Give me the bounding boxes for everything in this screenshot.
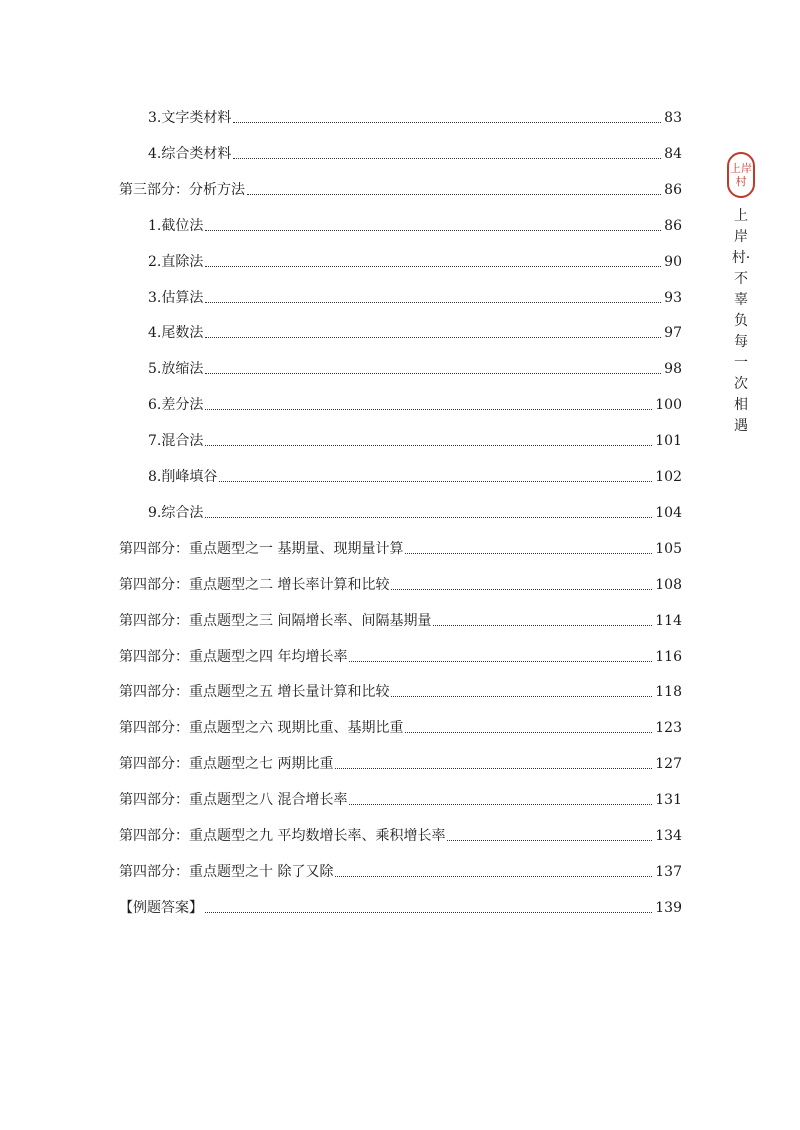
toc-entry[interactable] <box>148 140 682 164</box>
toc-entry-page-number: 93 <box>664 290 682 306</box>
toc-dot-leader <box>349 661 652 662</box>
toc-entry[interactable] <box>119 894 682 918</box>
toc-entry-label: 9.综合法 <box>148 505 204 521</box>
toc-entry-label: 【例题答案】 <box>119 900 203 916</box>
toc-entry-page-number: 104 <box>655 505 682 521</box>
toc-entry-label: 第四部分：重点题型之二 增长率计算和比较 <box>119 577 390 593</box>
toc-entry[interactable] <box>148 284 682 308</box>
toc-entry-label: 4.综合类材料 <box>148 146 232 162</box>
toc-entry-label: 第四部分：重点题型之九 平均数增长率、乘积增长率 <box>119 828 446 844</box>
toc-entry-page-number: 131 <box>655 792 682 808</box>
toc-dot-leader <box>205 409 652 410</box>
toc-dot-leader <box>447 840 652 841</box>
toc-entry-page-number: 118 <box>655 684 682 700</box>
toc-entry[interactable] <box>119 643 682 667</box>
toc-entry-page-number: 102 <box>655 469 682 485</box>
toc-entry-label: 第四部分：重点题型之六 现期比重、基期比重 <box>119 720 404 736</box>
seal-stamp-logo <box>727 152 755 198</box>
toc-entry[interactable] <box>148 212 682 236</box>
toc-entry[interactable] <box>119 571 682 595</box>
toc-entry-label: 3.文字类材料 <box>148 110 232 126</box>
toc-entry-label: 3.估算法 <box>148 290 204 306</box>
toc-entry-label: 第三部分：分析方法 <box>119 182 245 198</box>
toc-entry-page-number: 105 <box>655 541 682 557</box>
toc-dot-leader <box>391 589 652 590</box>
toc-dot-leader <box>205 266 661 267</box>
toc-entry[interactable] <box>148 463 682 487</box>
toc-entry-page-number: 127 <box>655 756 682 772</box>
toc-entry[interactable] <box>119 678 682 702</box>
toc-entry[interactable] <box>148 391 682 415</box>
toc-entry-page-number: 101 <box>655 433 682 449</box>
toc-entry-label: 第四部分：重点题型之三 间隔增长率、间隔基期量 <box>119 613 432 629</box>
toc-dot-leader <box>247 194 661 195</box>
toc-entry[interactable] <box>119 607 682 631</box>
toc-entry[interactable] <box>148 104 682 128</box>
toc-dot-leader <box>233 158 661 159</box>
toc-entry-page-number: 134 <box>655 828 682 844</box>
toc-entry-page-number: 84 <box>664 146 682 162</box>
toc-entry-label: 第四部分：重点题型之五 增长量计算和比较 <box>119 684 390 700</box>
toc-dot-leader <box>205 373 661 374</box>
toc-entry[interactable] <box>119 535 682 559</box>
toc-entry[interactable] <box>119 176 682 200</box>
seal-line-2: 村 <box>735 175 747 188</box>
toc-dot-leader <box>205 230 661 231</box>
toc-entry[interactable] <box>119 822 682 846</box>
toc-entry[interactable] <box>119 858 682 882</box>
toc-entry-label: 第四部分：重点题型之一 基期量、现期量计算 <box>119 541 404 557</box>
toc-entry[interactable] <box>148 355 682 379</box>
toc-entry-page-number: 98 <box>664 361 682 377</box>
toc-entry-page-number: 86 <box>664 182 682 198</box>
toc-entry-label: 5.放缩法 <box>148 361 204 377</box>
toc-entry-page-number: 123 <box>655 720 682 736</box>
toc-dot-leader <box>205 912 652 913</box>
seal-line-1: 上岸 <box>730 162 752 175</box>
toc-dot-leader <box>335 876 652 877</box>
toc-entry-page-number: 97 <box>664 325 682 341</box>
toc-entry-page-number: 116 <box>655 649 682 665</box>
toc-entry-page-number: 100 <box>655 397 682 413</box>
toc-entry-label: 1.截位法 <box>148 218 204 234</box>
toc-entry-label: 第四部分：重点题型之八 混合增长率 <box>119 792 348 808</box>
toc-entry-label: 7.混合法 <box>148 433 204 449</box>
toc-entry-label: 第四部分：重点题型之七 两期比重 <box>119 756 334 772</box>
toc-entry-label: 第四部分：重点题型之四 年均增长率 <box>119 649 348 665</box>
toc-dot-leader <box>219 481 652 482</box>
toc-entry-label: 8.削峰填谷 <box>148 469 218 485</box>
toc-dot-leader <box>205 302 661 303</box>
toc-dot-leader <box>205 337 661 338</box>
toc-dot-leader <box>233 122 661 123</box>
toc-dot-leader <box>205 517 652 518</box>
toc-entry[interactable] <box>148 499 682 523</box>
toc-entry-label: 6.差分法 <box>148 397 204 413</box>
toc-entry[interactable] <box>119 786 682 810</box>
toc-entry-label: 第四部分：重点题型之十 除了又除 <box>119 864 334 880</box>
toc-entry-page-number: 137 <box>655 864 682 880</box>
toc-dot-leader <box>391 696 652 697</box>
vertical-slogan: 上岸村·不辜负每一次相遇 <box>731 208 751 434</box>
toc-entry[interactable] <box>119 750 682 774</box>
toc-entry[interactable] <box>148 248 682 272</box>
toc-dot-leader <box>335 768 652 769</box>
toc-dot-leader <box>405 553 652 554</box>
toc-entry-label: 4.尾数法 <box>148 325 204 341</box>
toc-dot-leader <box>205 445 652 446</box>
toc-entry[interactable] <box>148 427 682 451</box>
toc-entry[interactable] <box>148 319 682 343</box>
toc-entry[interactable] <box>119 714 682 738</box>
toc-entry-page-number: 86 <box>664 218 682 234</box>
toc-entry-page-number: 90 <box>664 254 682 270</box>
toc-dot-leader <box>349 804 652 805</box>
toc-entry-page-number: 108 <box>655 577 682 593</box>
toc-entry-page-number: 139 <box>655 900 682 916</box>
toc-entry-page-number: 83 <box>664 110 682 126</box>
toc-entry-label: 2.直除法 <box>148 254 204 270</box>
toc-entry-page-number: 114 <box>655 613 682 629</box>
toc-dot-leader <box>405 732 652 733</box>
toc-dot-leader <box>433 625 652 626</box>
